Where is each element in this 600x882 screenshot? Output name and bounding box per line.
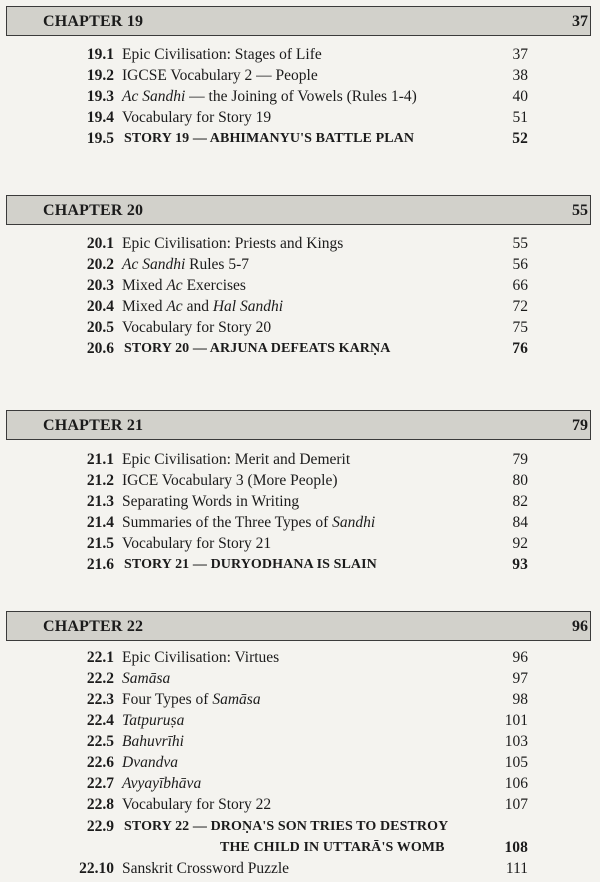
toc-entry: [0, 233, 600, 254]
chapter-page-number: 55: [572, 202, 588, 219]
entry-title-italic: Ac Sandhi: [122, 88, 186, 105]
toc-entry: [0, 491, 600, 512]
entry-number: 19.3: [86, 88, 114, 105]
entry-title-italic: Sandhi: [332, 514, 376, 531]
chapter-header-bar: [6, 6, 591, 36]
entry-title: [122, 512, 375, 533]
toc-entry: [0, 296, 600, 317]
entry-page: 93: [512, 556, 528, 573]
entry-number: 20.6: [86, 340, 114, 357]
entry-number: 20.4: [86, 298, 114, 315]
entry-title-italic: Samāsa: [212, 691, 261, 708]
chapter-page-number: 96: [572, 618, 588, 635]
entry-title: [122, 689, 261, 710]
toc-entry-story: [0, 338, 600, 359]
entry-page: 96: [512, 649, 528, 666]
entry-title: IGCE Vocabulary 3 (More People): [122, 472, 338, 489]
entry-title-rest: Rules 5-7: [185, 256, 249, 273]
entry-page: 40: [512, 88, 528, 105]
chapter-page-number: 79: [572, 417, 588, 434]
chapter-header-bar: [6, 195, 591, 225]
entry-number: 22.3: [86, 691, 114, 708]
entry-title-rest: Exercises: [182, 277, 246, 294]
entry-number: 22.5: [86, 733, 114, 750]
chapter-header-bar: [6, 410, 591, 440]
entry-number: 22.1: [86, 649, 114, 666]
toc-entry-story-continued: [0, 837, 600, 858]
entry-number: 19.1: [86, 46, 114, 63]
entry-title-rest: — the Joining of Vowels (Rules 1-4): [185, 88, 417, 105]
entry-title: STORY 22 — DROṆA'S SON TRIES TO DESTROY: [124, 819, 449, 834]
toc-entry: [0, 689, 600, 710]
toc-entry: [0, 107, 600, 128]
entry-page: 66: [512, 277, 528, 294]
entry-number: 19.5: [86, 130, 114, 147]
entry-title: Separating Words in Writing: [122, 493, 300, 510]
chapter-header-bar: [6, 611, 591, 641]
entry-title: Bahuvrīhi: [122, 733, 184, 750]
toc-entry: [0, 668, 600, 689]
entry-number: 21.4: [86, 514, 114, 531]
entry-number: 22.2: [86, 670, 114, 687]
entry-title: Vocabulary for Story 21: [122, 535, 272, 552]
entry-title: Epic Civilisation: Stages of Life: [122, 46, 322, 63]
entry-title-italic: Ac: [166, 298, 183, 315]
entry-page: 52: [512, 130, 528, 147]
toc-entry-story: [0, 816, 600, 837]
entry-number: 20.5: [86, 319, 114, 336]
entry-title: Epic Civilisation: Merit and Demerit: [122, 451, 351, 468]
toc-entry-story: [0, 128, 600, 149]
entry-title: [122, 275, 246, 296]
entry-title-pre: Mixed: [122, 298, 167, 315]
entry-title: Vocabulary for Story 19: [122, 109, 272, 126]
entry-page: 75: [512, 319, 528, 336]
toc-entry: [0, 470, 600, 491]
entry-title-pre: Mixed: [122, 277, 167, 294]
entry-number: 22.4: [86, 712, 114, 729]
entry-number: 21.1: [86, 451, 114, 468]
entry-title: Dvandva: [122, 754, 178, 771]
entry-title: [122, 86, 417, 107]
toc-entry: [0, 647, 600, 668]
entry-number: 20.1: [86, 235, 114, 252]
entry-page: 80: [512, 472, 528, 489]
entry-page: 37: [512, 46, 528, 63]
entry-page: 51: [512, 109, 528, 126]
entry-page: 103: [504, 733, 528, 750]
entry-title-italic: Ac Sandhi: [122, 256, 186, 273]
entry-number: 20.3: [86, 277, 114, 294]
entry-title-pre: Four Types of: [122, 691, 213, 708]
toc-entry: [0, 44, 600, 65]
entry-number: 19.4: [86, 109, 114, 126]
entry-number: 19.2: [86, 67, 114, 84]
toc-entry: [0, 710, 600, 731]
entry-page: 79: [512, 451, 528, 468]
entry-title: [122, 254, 249, 275]
entry-page: 108: [504, 839, 528, 856]
entry-title: Samāsa: [122, 670, 171, 687]
entry-page: 92: [512, 535, 528, 552]
entry-number: 22.6: [86, 754, 114, 771]
entry-number: 21.5: [86, 535, 114, 552]
toc-entry: [0, 533, 600, 554]
entry-title: Epic Civilisation: Virtues: [122, 649, 280, 666]
entry-title: Vocabulary for Story 20: [122, 319, 272, 336]
chapter-title: CHAPTER 20: [43, 202, 144, 219]
entry-page: 72: [512, 298, 528, 315]
toc-entry: [0, 449, 600, 470]
entry-title-italic-2: Hal Sandhi: [212, 298, 284, 315]
entry-number: 21.3: [86, 493, 114, 510]
chapter-title: CHAPTER 19: [43, 13, 144, 30]
entry-number: 22.9: [86, 818, 114, 835]
toc-entry: [0, 275, 600, 296]
entry-number: 21.2: [86, 472, 114, 489]
entry-page: 82: [512, 493, 528, 510]
entry-page: 101: [504, 712, 528, 729]
entry-page: 111: [505, 860, 528, 877]
toc-entry: [0, 858, 600, 879]
toc-entry: [0, 794, 600, 815]
toc-entry-story: [0, 554, 600, 575]
chapter-title: CHAPTER 22: [43, 618, 144, 635]
entry-page: 56: [512, 256, 528, 273]
entry-title-pre: Summaries of the Three Types of: [122, 514, 333, 531]
entry-page: 97: [512, 670, 528, 687]
entry-number: 22.10: [79, 860, 114, 877]
entry-title: [122, 296, 283, 317]
chapter-page-number: 37: [572, 13, 588, 30]
entry-title: STORY 21 — DURYODHANA IS SLAIN: [124, 557, 377, 572]
entry-title-italic: Ac: [166, 277, 183, 294]
toc-entry: [0, 512, 600, 533]
entry-number: 22.7: [86, 775, 114, 792]
entry-title: Avyayībhāva: [122, 775, 202, 792]
entry-title-mid: and: [182, 298, 213, 315]
entry-number: 21.6: [86, 556, 114, 573]
entry-number: 20.2: [86, 256, 114, 273]
entry-title: STORY 19 — ABHIMANYU'S BATTLE PLAN: [124, 131, 415, 146]
entry-page: 98: [512, 691, 528, 708]
toc-entry: [0, 86, 600, 107]
toc-entry: [0, 254, 600, 275]
toc-entry: [0, 731, 600, 752]
entry-page: 107: [504, 796, 528, 813]
entry-page: 84: [512, 514, 528, 531]
chapter-title: CHAPTER 21: [43, 417, 144, 434]
entry-page: 76: [512, 340, 528, 357]
entry-title-line-2: THE CHILD IN UTTARĀ'S WOMB: [220, 840, 445, 855]
entry-page: 105: [504, 754, 528, 771]
toc-entry: [0, 773, 600, 794]
toc-entry: [0, 752, 600, 773]
entry-title: Sanskrit Crossword Puzzle: [122, 860, 290, 877]
entry-page: 106: [504, 775, 528, 792]
entry-title: IGCSE Vocabulary 2 — People: [122, 67, 318, 84]
toc-entry: [0, 65, 600, 86]
entry-title: Vocabulary for Story 22: [122, 796, 272, 813]
entry-page: 55: [512, 235, 528, 252]
entry-page: 38: [512, 67, 528, 84]
entry-title: Tatpuruṣa: [122, 712, 185, 729]
entry-title: Epic Civilisation: Priests and Kings: [122, 235, 344, 252]
entry-number: 22.8: [86, 796, 114, 813]
entry-title: STORY 20 — ARJUNA DEFEATS KARṆA: [124, 341, 391, 356]
toc-entry: [0, 317, 600, 338]
